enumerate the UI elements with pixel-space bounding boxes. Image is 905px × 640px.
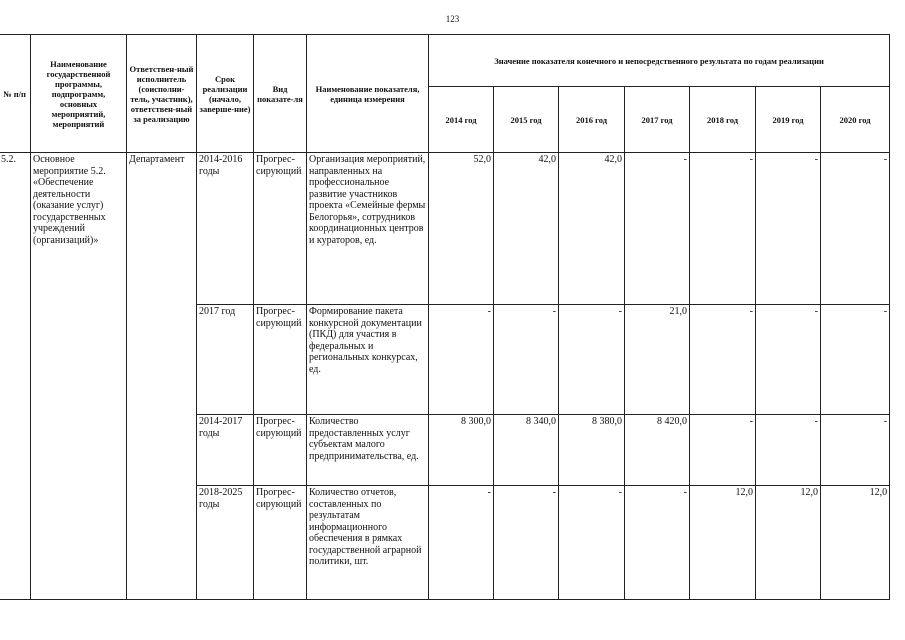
header-year-2017: 2017 год bbox=[625, 87, 690, 153]
header-year-2014: 2014 год bbox=[429, 87, 494, 153]
value-cell: - bbox=[690, 153, 756, 305]
type-cell: Прогрес-сирующий bbox=[254, 153, 307, 305]
header-type: Вид показате-ля bbox=[254, 35, 307, 153]
executor-name: Департамент bbox=[127, 153, 197, 600]
header-year-2018: 2018 год bbox=[690, 87, 756, 153]
table-row bbox=[0, 153, 890, 305]
header-executor: Ответствен-ный исполнитель (соисполни-тель, участник), ответствен-ный за реализацию bbox=[127, 35, 197, 153]
indicator-cell: Формирование пакета конкурсной документации (ПКД) для участия в федеральных и региональных конкурсах, ед. bbox=[307, 305, 429, 415]
page-number: 123 bbox=[445, 14, 460, 24]
header-year-2016: 2016 год bbox=[559, 87, 625, 153]
value-cell: - bbox=[821, 305, 890, 415]
value-cell: - bbox=[559, 486, 625, 600]
value-cell: - bbox=[821, 415, 890, 486]
value-cell: - bbox=[756, 415, 821, 486]
value-cell: - bbox=[690, 415, 756, 486]
header-term: Срок реализации (начало, заверше-ние) bbox=[197, 35, 254, 153]
value-cell: 12,0 bbox=[821, 486, 890, 600]
value-cell: 8 340,0 bbox=[494, 415, 559, 486]
indicator-cell: Количество предоставленных услуг субъектам малого предпринимательства, ед. bbox=[307, 415, 429, 486]
value-cell: 12,0 bbox=[756, 486, 821, 600]
term-cell: 2017 год bbox=[197, 305, 254, 415]
term-cell: 2014-2016 годы bbox=[197, 153, 254, 305]
header-name: Наименование государственной программы, подпрограмм, основных мероприятий, мероприятий bbox=[31, 35, 127, 153]
value-cell: 8 420,0 bbox=[625, 415, 690, 486]
header-num: № п/п bbox=[0, 35, 31, 153]
value-cell: 42,0 bbox=[559, 153, 625, 305]
value-cell: - bbox=[625, 486, 690, 600]
value-cell: 52,0 bbox=[429, 153, 494, 305]
type-cell: Прогрес-сирующий bbox=[254, 305, 307, 415]
term-cell: 2014-2017 годы bbox=[197, 415, 254, 486]
value-cell: 8 380,0 bbox=[559, 415, 625, 486]
row-num: 5.2. bbox=[0, 153, 31, 600]
type-cell: Прогрес-сирующий bbox=[254, 415, 307, 486]
header-year-2020: 2020 год bbox=[821, 87, 890, 153]
value-cell: - bbox=[429, 305, 494, 415]
value-cell: 12,0 bbox=[690, 486, 756, 600]
value-cell: 21,0 bbox=[625, 305, 690, 415]
value-cell: 42,0 bbox=[494, 153, 559, 305]
header-values-group: Значение показателя конечного и непосредственного результата по годам реализации bbox=[429, 35, 890, 87]
value-cell: - bbox=[429, 486, 494, 600]
type-cell: Прогрес-сирующий bbox=[254, 486, 307, 600]
indicator-cell: Организация мероприятий, направленных на профессиональное развитие участников проекта «Семейные фермы Белогорья», сотрудников координационных центров и кураторов, ед. bbox=[307, 153, 429, 305]
value-cell: 8 300,0 bbox=[429, 415, 494, 486]
value-cell: - bbox=[494, 486, 559, 600]
value-cell: - bbox=[756, 153, 821, 305]
header-indicator: Наименование показателя, единица измерения bbox=[307, 35, 429, 153]
header-year-2019: 2019 год bbox=[756, 87, 821, 153]
value-cell: - bbox=[821, 153, 890, 305]
activity-name: Основное мероприятие 5.2. «Обеспечение деятельности (оказание услуг) государственных учреждений (организаций)» bbox=[31, 153, 127, 600]
header-year-2015: 2015 год bbox=[494, 87, 559, 153]
value-cell: - bbox=[494, 305, 559, 415]
value-cell: - bbox=[559, 305, 625, 415]
indicators-table bbox=[0, 34, 890, 600]
term-cell: 2018-2025 годы bbox=[197, 486, 254, 600]
value-cell: - bbox=[756, 305, 821, 415]
value-cell: - bbox=[690, 305, 756, 415]
indicator-cell: Количество отчетов, составленных по результатам информационного обеспечения в рямках государственной аграрной политики, шт. bbox=[307, 486, 429, 600]
value-cell: - bbox=[625, 153, 690, 305]
